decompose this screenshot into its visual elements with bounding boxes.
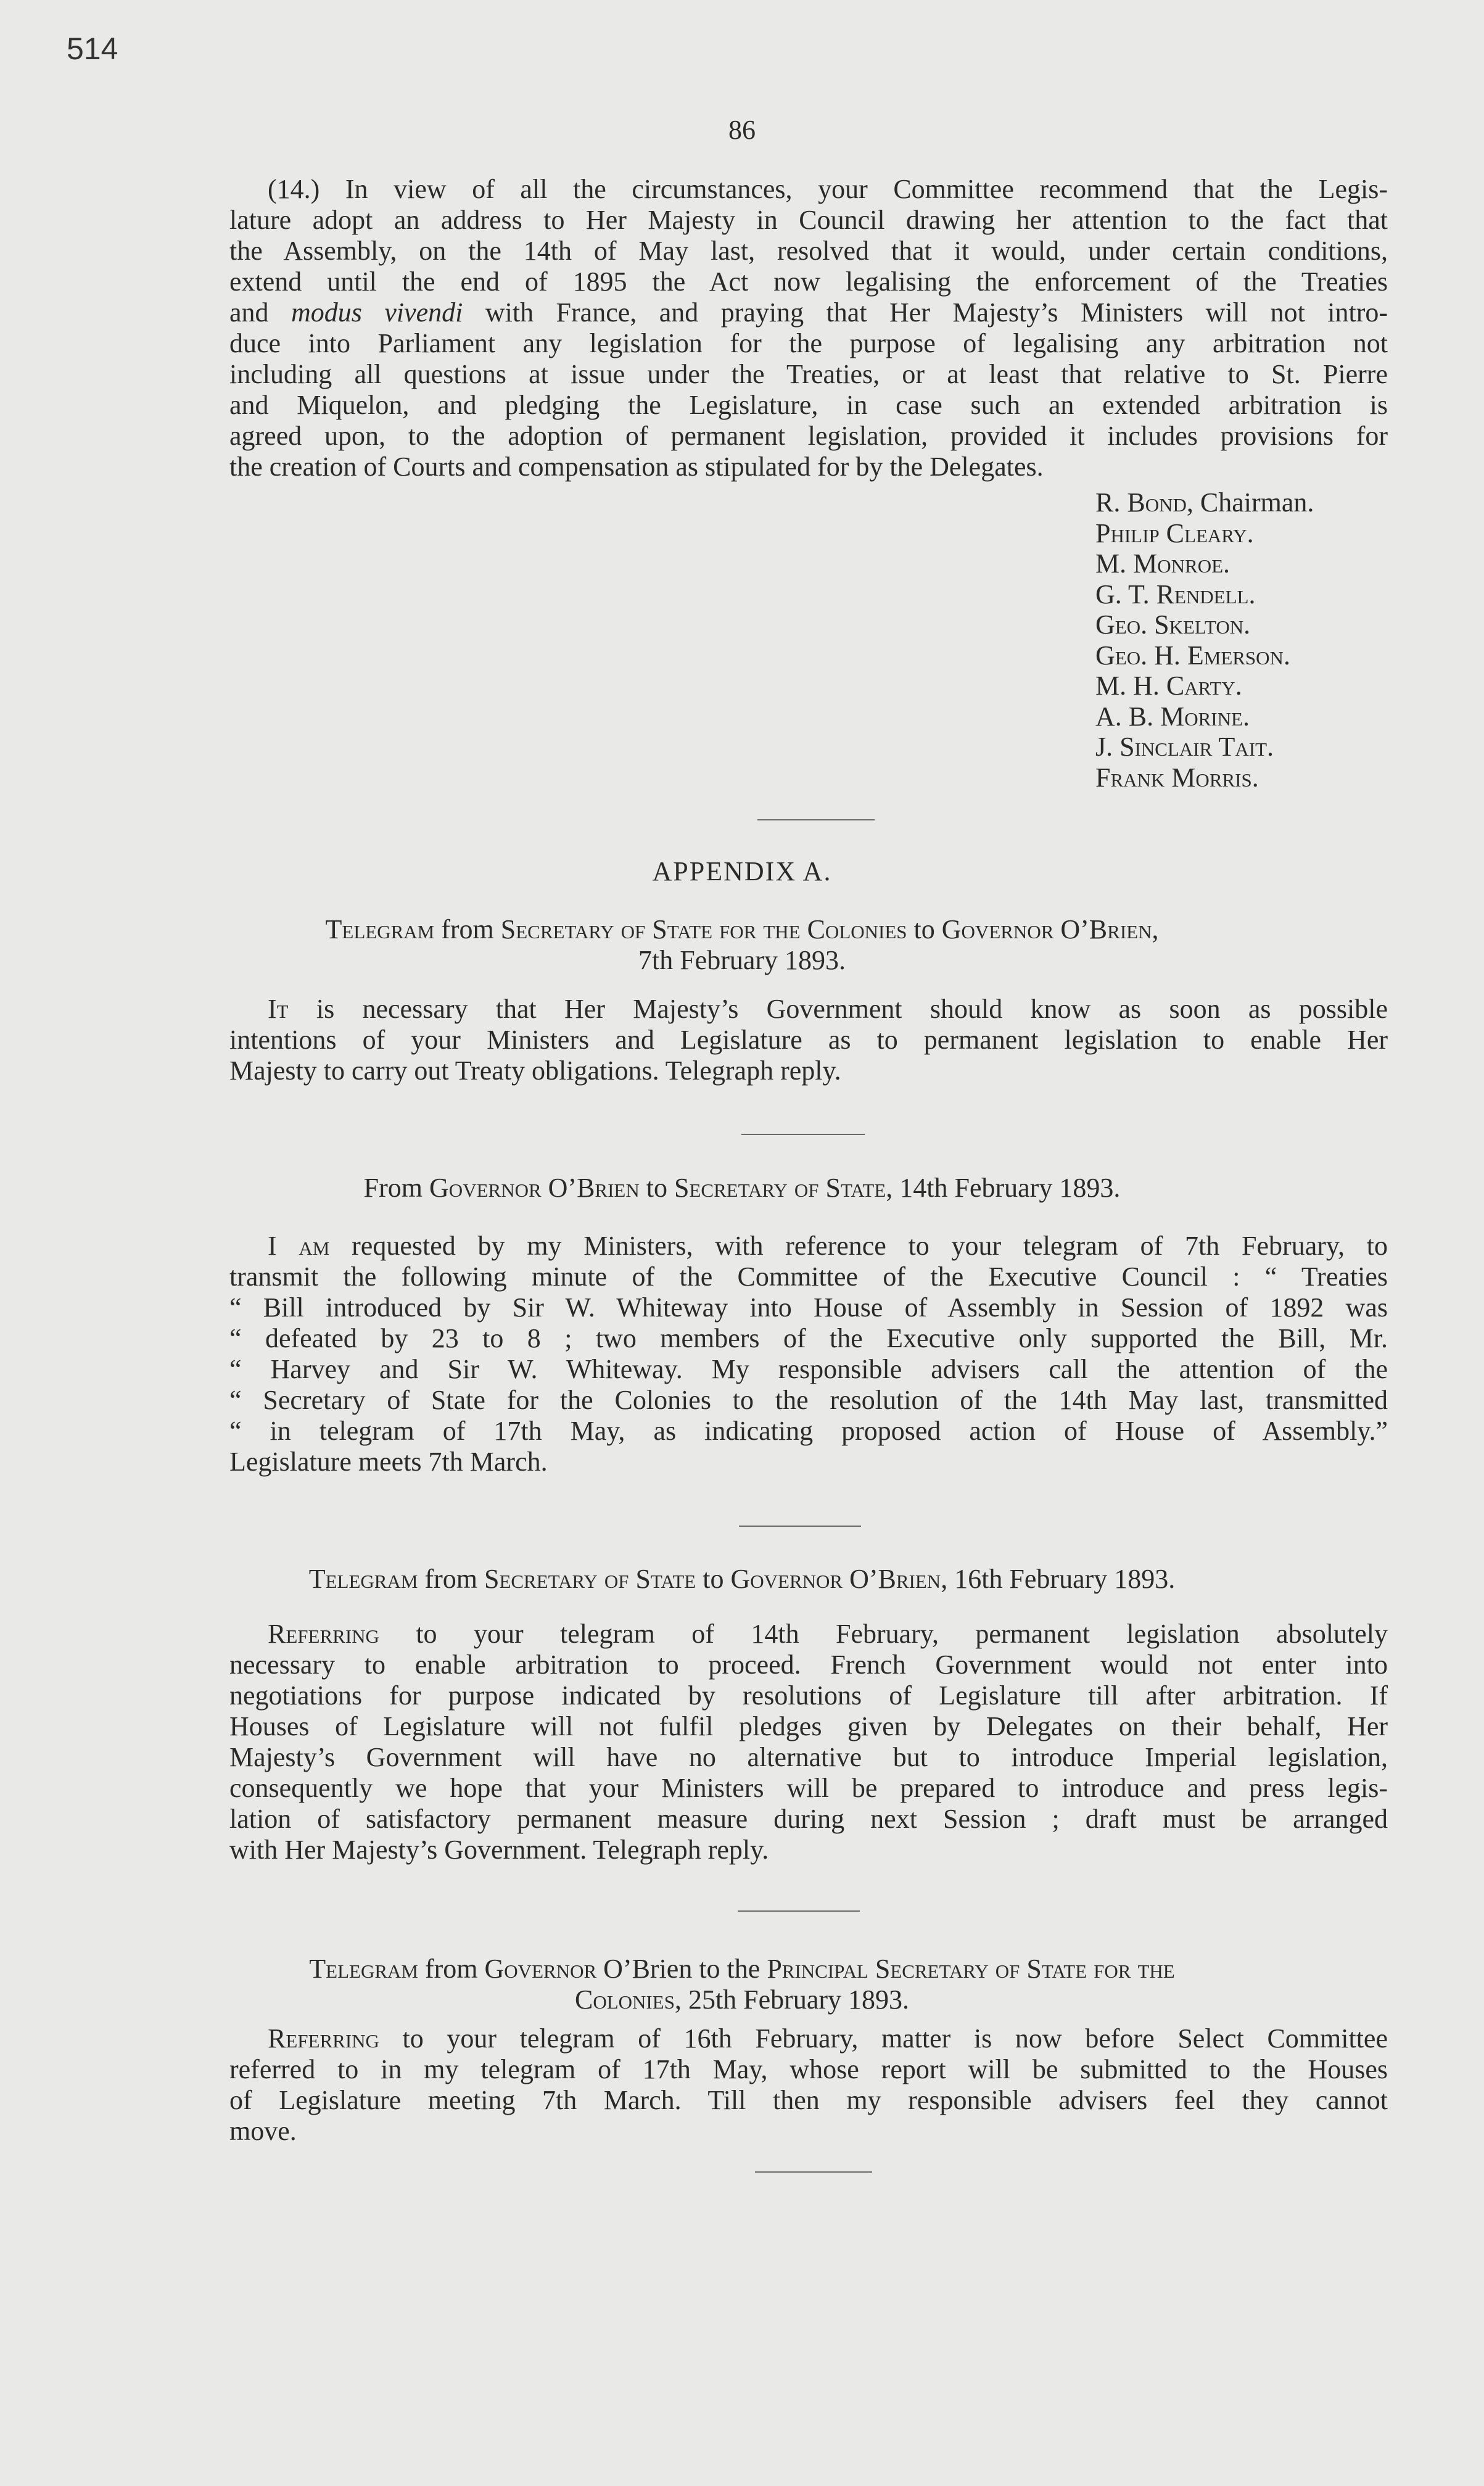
signatory: Geo. Skelton. (1095, 609, 1251, 640)
telegram-body (229, 1619, 1388, 1865)
text-line: Majesty’s Government will have no alternative but to introduce Imperial legislation, (229, 1742, 1388, 1772)
telegram-heading (0, 1954, 1484, 2015)
text-line: It is necessary that Her Majesty’s Government should know as soon as possible (268, 994, 1388, 1024)
text-line: extend until the end of 1895 the Act now legalising the enforcement of the Treaties (229, 266, 1388, 297)
text-line: move. (229, 2116, 297, 2146)
signatory: Frank Morris. (1095, 762, 1259, 793)
text-line: (14.) In view of all the circumstances, your Committee recommend that the Legis- (268, 174, 1388, 204)
text-line: necessary to enable arbitration to proceed. French Government would not enter into (229, 1650, 1388, 1680)
telegram-heading (0, 1173, 1484, 1204)
signatory-list (1095, 487, 1314, 793)
section-divider (738, 1910, 860, 1912)
signatory: M. H. Carty. (1095, 671, 1242, 701)
page-number: 86 (728, 115, 756, 145)
section-divider (741, 1134, 865, 1135)
text-line: I am requested by my Ministers, with reference to your telegram of 7th February, to (268, 1231, 1388, 1261)
text-line: “ Harvey and Sir W. Whiteway. My responsible advisers call the attention of the (229, 1354, 1388, 1384)
telegram-heading-line: 7th February 1893. (638, 945, 846, 975)
signatory: Philip Cleary. (1095, 518, 1254, 548)
telegram-heading (0, 1564, 1484, 1595)
text-line: agreed upon, to the adoption of permanent legislation, provided it includes provisions for (229, 421, 1388, 451)
text-line: “ in telegram of 17th May, as indicating proposed action of House of Assembly.” (229, 1416, 1388, 1446)
text-line: including all questions at issue under the Treaties, or at least that relative to St. Pierre (229, 359, 1388, 389)
signatory: R. Bond, Chairman. (1095, 487, 1314, 518)
text-line: of Legislature meeting 7th March. Till then my responsible advisers feel they cannot (229, 2085, 1388, 2115)
appendix-title: APPENDIX A. (652, 856, 832, 886)
telegram-heading-line: From Governor O’Brien to Secretary of State, 14th February 1893. (363, 1173, 1121, 1203)
telegram-heading-line: Telegram from Secretary of State to Governor O’Brien, 16th February 1893. (308, 1564, 1176, 1594)
text-line: Houses of Legislature will not fulfil pledges given by Delegates on their behalf, Her (229, 1711, 1388, 1741)
text-line: Referring to your telegram of 14th February, permanent legislation absolutely (268, 1619, 1388, 1649)
signatory: J. Sinclair Tait. (1095, 732, 1274, 762)
signatory: Geo. H. Emerson. (1095, 640, 1290, 671)
telegram-heading-line: Telegram from Governor O’Brien to the Principal Secretary of State for the (309, 1954, 1175, 1984)
text-line: intentions of your Ministers and Legislature as to permanent legislation to enable Her (229, 1025, 1388, 1055)
text-line: with Her Majesty’s Government. Telegraph reply. (229, 1835, 769, 1865)
text-line: Majesty to carry out Treaty obligations. Telegraph reply. (229, 1055, 841, 1086)
text-line: transmit the following minute of the Committee of the Executive Council : “ Treaties (229, 1262, 1388, 1292)
telegram-heading-line: Telegram from Secretary of State for the Colonies to Governor O’Brien, (325, 914, 1159, 944)
text-line: lature adopt an address to Her Majesty in Council drawing her attention to the fact that (229, 205, 1388, 235)
signatory: G. T. Rendell. (1095, 579, 1256, 609)
telegram-body (229, 1231, 1388, 1477)
text-line: and modus vivendi with France, and praying that Her Majesty’s Ministers will not intro- (229, 297, 1388, 328)
text-line: the creation of Courts and compensation as stipulated for by the Delegates. (229, 452, 1044, 482)
text-line: referred to in my telegram of 17th May, whose report will be submitted to the Houses (229, 2054, 1388, 2084)
text-line: “ defeated by 23 to 8 ; two members of the Executive only supported the Bill, Mr. (229, 1323, 1388, 1353)
folio-number: 514 (67, 31, 118, 66)
signatory: M. Monroe. (1095, 548, 1230, 579)
text-line: Legislature meets 7th March. (229, 1447, 548, 1477)
telegram-body (229, 2023, 1388, 2147)
section-divider (755, 2171, 872, 2173)
section-divider (757, 819, 875, 820)
telegram-body (229, 994, 1388, 1086)
text-line: Referring to your telegram of 16th February, matter is now before Select Committee (268, 2023, 1388, 2054)
committee-report-paragraph (229, 174, 1388, 482)
text-line: consequently we hope that your Ministers will be prepared to introduce and press legis- (229, 1773, 1388, 1803)
text-line: the Assembly, on the 14th of May last, resolved that it would, under certain conditions, (229, 236, 1388, 266)
text-line: lation of satisfactory permanent measure during next Session ; draft must be arranged (229, 1804, 1388, 1834)
text-line: “ Bill introduced by Sir W. Whiteway into House of Assembly in Session of 1892 was (229, 1292, 1388, 1323)
signatory: A. B. Morine. (1095, 701, 1250, 732)
text-line: negotiations for purpose indicated by resolutions of Legislature till after arbitration. If (229, 1680, 1388, 1711)
telegram-heading-line: Colonies, 25th February 1893. (574, 1984, 909, 2015)
telegram-heading (0, 914, 1484, 976)
text-line: and Miquelon, and pledging the Legislature, in case such an extended arbitration is (229, 390, 1388, 420)
section-divider (739, 1526, 861, 1527)
text-line: “ Secretary of State for the Colonies to the resolution of the 14th May last, transmitted (229, 1385, 1388, 1415)
text-line: duce into Parliament any legislation for the purpose of legalising any arbitration not (229, 328, 1388, 358)
